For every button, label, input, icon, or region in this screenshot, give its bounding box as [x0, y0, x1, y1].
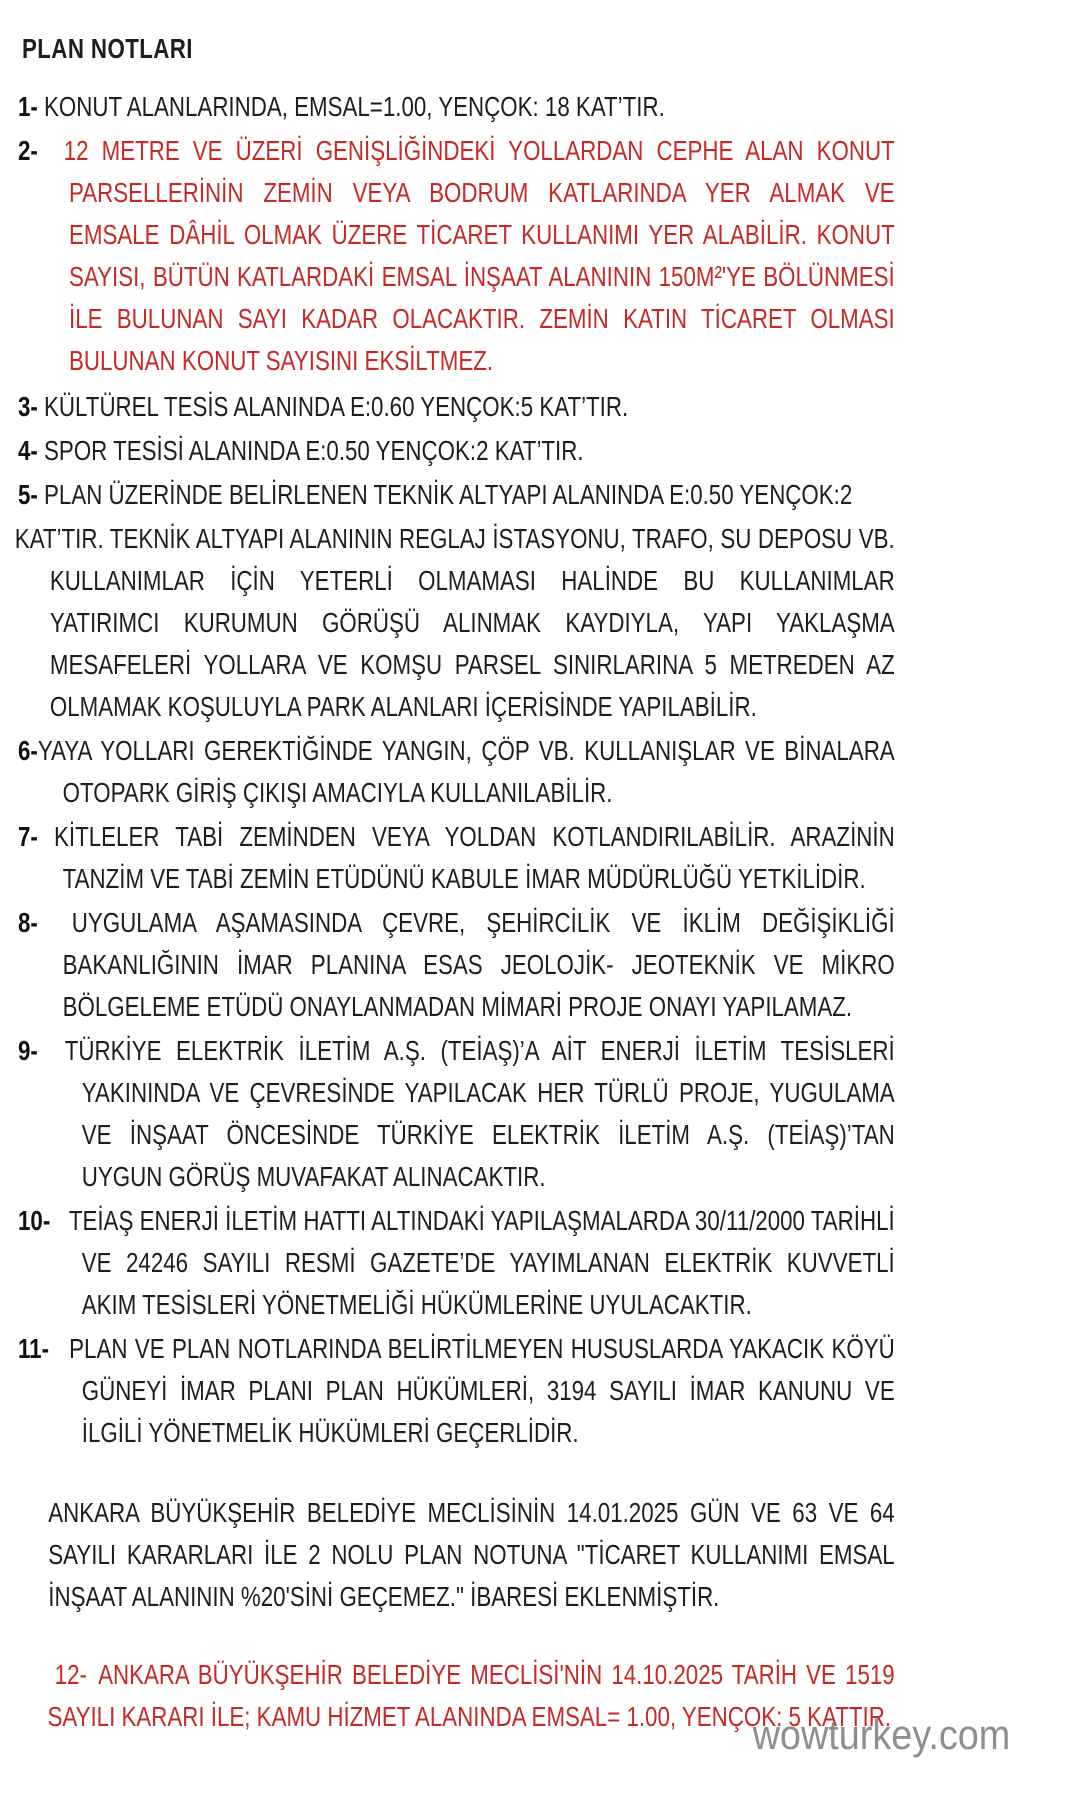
- note-text: TÜRKİYE ELEKTRİK İLETİM A.Ş. (TEİAŞ)’A AİT ENERJİ İLETİM TESİSLERİ YAKININDA VE ÇEVRESİNDE YAPILACAK HER TÜRLÜ PROJE, YUGULAMA VE İNŞAAT ÖNCESİNDE TÜRKİYE ELEKTRİK İLETİM A.Ş. (TEİAŞ)’TAN UYGUN GÖRÜŞ MUVAFAKAT ALINACAKTIR.: [64, 1035, 895, 1192]
- note-text: KONUT ALANLARINDA, EMSAL=1.00, YENÇOK: 18 KAT’TIR.: [44, 91, 665, 122]
- plan-note-5: [18, 474, 895, 516]
- note-text-red: ANKARA BÜYÜKŞEHİR BELEDİYE MECLİSİ'NİN 14.10.2025 TARİH VE 1519 SAYILI KARARI İLE; KAMU HİZMET ALANINDA EMSAL= 1.00, YENÇOK: 5 KATTIR.: [47, 1659, 895, 1732]
- note-number: 1-: [18, 91, 38, 122]
- plan-note-9: [18, 1030, 895, 1198]
- note-text: KİTLELER TABİ ZEMİNDEN VEYA YOLDAN KOTLANDIRILABİLİR. ARAZİNİN TANZİM VE TABİ ZEMİN ETÜDÜNÜ KABULE İMAR MÜDÜRLÜĞÜ YETKİLİDİR.: [54, 821, 895, 894]
- plan-note-2: [18, 130, 895, 382]
- plan-note-3: [18, 386, 895, 428]
- note-number: 7-: [18, 821, 38, 852]
- plan-note-10: [18, 1200, 895, 1326]
- plan-note-6: [18, 730, 895, 814]
- plan-note-11: [18, 1328, 895, 1454]
- note-text: TEİAŞ ENERJİ İLETİM HATTI ALTINDAKİ YAPILAŞMALARDA 30/11/2000 TARİHLİ VE 24246 SAYILI RESMİ GAZETE’DE YAYIMLANAN ELEKTRİK KUVVETLİ AKIM TESİSLERİ YÖNETMELİĞİ HÜKÜMLERİNE UYULACAKTIR.: [68, 1205, 895, 1320]
- note-number: 10-: [18, 1205, 51, 1236]
- note-number: 3-: [18, 391, 38, 422]
- note-number: 9-: [18, 1035, 38, 1066]
- note-text: UYGULAMA AŞAMASINDA ÇEVRE, ŞEHİRCİLİK VE İKLİM DEĞİŞİKLİĞİ BAKANLIĞININ İMAR PLANINA ESAS JEOLOJİK- JEOTEKNİK VE MİKRO BÖLGELEME ETÜDÜ ONAYLANMADAN MİMARİ PROJE ONAYI YAPILAMAZ.: [62, 907, 895, 1022]
- note-number: 8-: [18, 907, 38, 938]
- note-number: 11-: [18, 1333, 50, 1364]
- note-text: YAYA YOLLARI GEREKTİĞİNDE YANGIN, ÇÖP VB. KULLANIŞLAR VE BİNALARA OTOPARK GİRİŞ ÇIKIŞI AMACIYLA KULLANILABİLİR.: [37, 735, 895, 808]
- note-text-red: 12 METRE VE ÜZERİ GENİŞLİĞİNDEKİ YOLLARDAN CEPHE ALAN KONUT PARSELLERİNİN ZEMİN VEYA BODRUM KATLARINDA YER ALMAK VE EMSALE DÂHİL OLMAK ÜZERE TİCARET KULLANIMI YER ALABİLİR. KONUT SAYISI, BÜTÜN KATLARDAKİ EMSAL İNŞAAT ALANININ 150M²'YE BÖLÜNMESİ İLE BULUNAN SAYI KADAR OLACAKTIR. ZEMİN KATIN TİCARET OLMASI BULUNAN KONUT SAYISINI EKSİLTMEZ.: [63, 135, 895, 376]
- plan-note-8: [18, 902, 895, 1028]
- plan-note-4: [18, 430, 895, 472]
- note-number: 2-: [18, 135, 38, 166]
- watermark: wowturkey.com: [752, 1711, 1010, 1758]
- note-number: 5-: [18, 479, 38, 510]
- amendment-paragraph: ANKARA BÜYÜKŞEHİR BELEDİYE MECLİSİNİN 14.01.2025 GÜN VE 63 VE 64 SAYILI KARARLARI İLE 2 NOLU PLAN NOTUNA "TİCARET KULLANIMI EMSAL İNŞAAT ALANININ %20'SİNİ GEÇEMEZ." İBARESİ EKLENMİŞTİR.: [48, 1497, 895, 1612]
- plan-note-5-continuation: [15, 518, 895, 728]
- note-text: SPOR TESİSİ ALANINDA E:0.50 YENÇOK:2 KAT’TIR.: [44, 435, 584, 466]
- plan-note-7: [18, 816, 895, 900]
- note-text: KÜLTÜREL TESİS ALANINDA E:0.60 YENÇOK:5 KAT’TIR.: [44, 391, 629, 422]
- plan-note-1: [18, 86, 895, 128]
- document-body: [14, 28, 895, 1738]
- note-text: KAT’TIR. TEKNİK ALTYAPI ALANININ REGLAJ İSTASYONU, TRAFO, SU DEPOSU VB. KULLANIMLAR İÇİN YETERLİ OLMAMASI HALİNDE BU KULLANIMLAR YATIRIMCI KURUMUN GÖRÜŞÜ ALINMAK KAYDIYLA, YAPI YAKLAŞMA MESAFELERİ YOLLARA VE KOMŞU PARSEL SINIRLARINA 5 METREDEN AZ OLMAMAK KOŞULUYLA PARK ALANLARI İÇERİSİNDE YAPILABİLİR.: [14, 523, 895, 722]
- note-number: 4-: [18, 435, 38, 466]
- note-text: PLAN VE PLAN NOTLARINDA BELİRTİLMEYEN HUSUSLARDA YAKACIK KÖYÜ GÜNEYİ İMAR PLANI PLAN HÜKÜMLERİ, 3194 SAYILI İMAR KANUNU VE İLGİLİ YÖNETMELİK HÜKÜMLERİ GEÇERLİDİR.: [69, 1333, 895, 1448]
- note-text: PLAN ÜZERİNDE BELİRLENEN TEKNİK ALTYAPI ALANINDA E:0.50 YENÇOK:2: [44, 479, 853, 510]
- note-number: 6-: [18, 735, 38, 766]
- page-title: PLAN NOTLARI: [21, 33, 193, 64]
- note-number: 12-: [54, 1659, 87, 1690]
